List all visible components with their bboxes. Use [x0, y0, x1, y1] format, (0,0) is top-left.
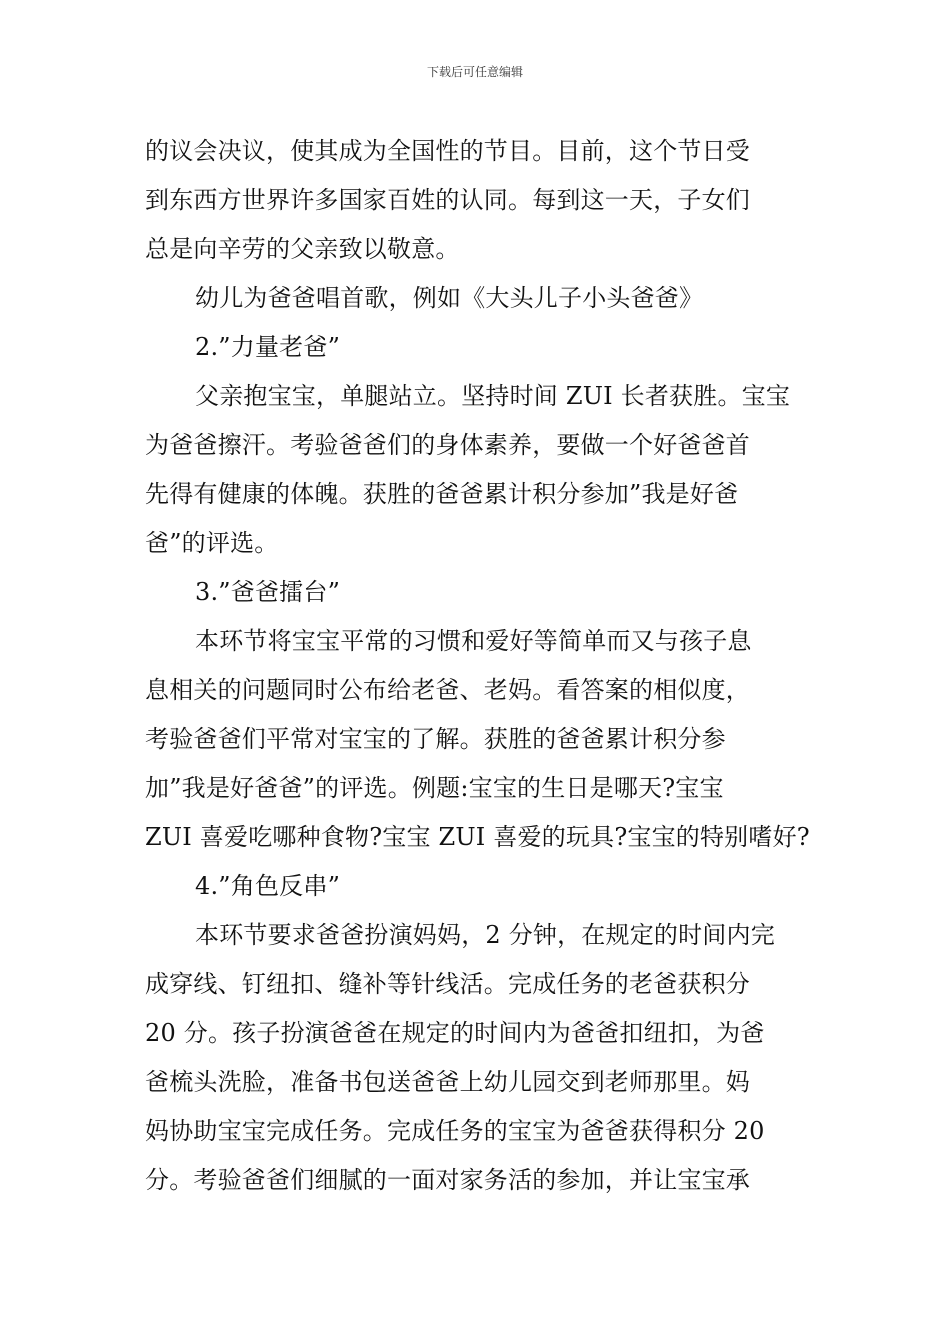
- text-line: 爸”的评选。: [145, 529, 279, 557]
- text-line: 考验爸爸们平常对宝宝的了解。获胜的爸爸累计积分参: [145, 725, 726, 753]
- text-line: 分。考验爸爸们细腻的一面对家务活的参加，并让宝宝承: [145, 1166, 750, 1194]
- document-body: [145, 127, 825, 1205]
- text-line: 加”我是好爸爸”的评选。例题:宝宝的生日是哪天?宝宝: [145, 774, 724, 802]
- paragraph-start-line: 本环节将宝宝平常的习惯和爱好等简单而又与孩子息: [195, 627, 752, 655]
- section-heading: 4.”角色反串”: [195, 872, 341, 900]
- text-line: 爸梳头洗脸，准备书包送爸爸上幼儿园交到老师那里。妈: [145, 1068, 750, 1096]
- text-line: 总是向辛劳的父亲致以敬意。: [145, 235, 460, 263]
- text-line: 妈协助宝宝完成任务。完成任务的宝宝为爸爸获得积分 20: [145, 1117, 765, 1145]
- paragraph-start-line: 本环节要求爸爸扮演妈妈，2 分钟，在规定的时间内完: [195, 921, 775, 949]
- text-line: 20 分。孩子扮演爸爸在规定的时间内为爸爸扣纽扣，为爸: [145, 1019, 765, 1047]
- text-line: 的议会决议，使其成为全国性的节目。目前，这个节日受: [145, 137, 750, 165]
- section-heading: 2.”力量老爸”: [195, 333, 341, 361]
- text-line: 成穿线、钉纽扣、缝补等针线活。完成任务的老爸获积分: [145, 970, 750, 998]
- text-line: 先得有健康的体魄。获胜的爸爸累计积分参加”我是好爸: [145, 480, 739, 508]
- paragraph-start-line: 幼儿为爸爸唱首歌，例如《大头儿子小头爸爸》: [195, 284, 704, 312]
- text-line: 为爸爸擦汗。考验爸爸们的身体素养，要做一个好爸爸首: [145, 431, 750, 459]
- page-header-caption: 下载后可任意编辑: [426, 65, 523, 79]
- paragraph-start-line: 父亲抱宝宝，单腿站立。坚持时间 ZUI 长者获胜。宝宝: [195, 382, 791, 410]
- section-heading: 3.”爸爸擂台”: [195, 578, 341, 606]
- text-line: ZUI 喜爱吃哪种食物?宝宝 ZUI 喜爱的玩具?宝宝的特别嗜好?: [145, 823, 810, 851]
- text-line: 息相关的问题同时公布给老爸、老妈。看答案的相似度，: [145, 676, 750, 704]
- text-line: 到东西方世界许多国家百姓的认同。每到这一天，子女们: [145, 186, 750, 214]
